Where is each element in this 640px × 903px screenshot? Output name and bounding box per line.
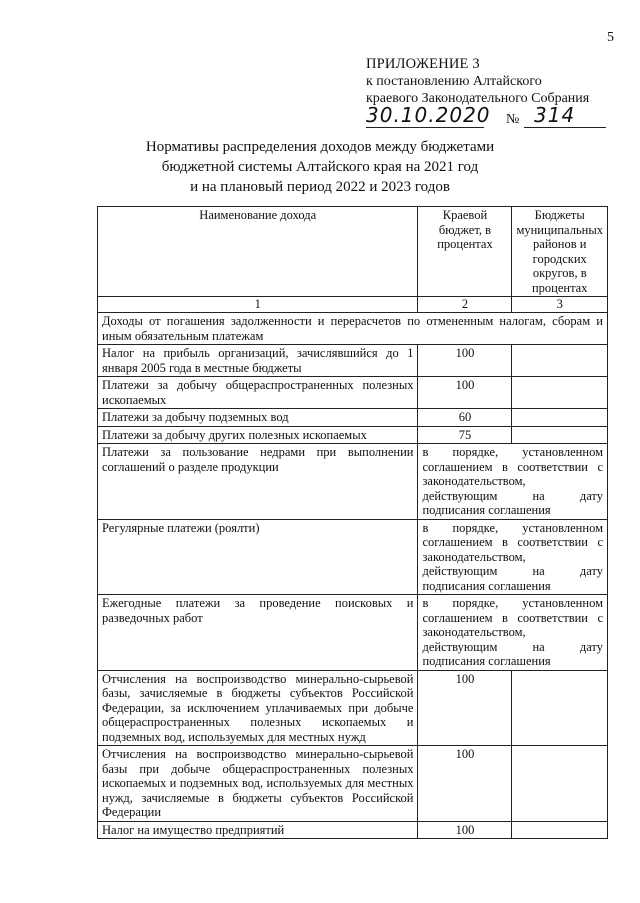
regional-percent: 75 — [418, 426, 512, 444]
municipal-percent — [512, 345, 608, 377]
resolution-signature-line — [366, 103, 606, 131]
header-income-name: Наименование дохода — [98, 207, 418, 297]
income-name: Платежи за добычу других полезных ископаемых — [98, 426, 418, 444]
table-row — [98, 377, 608, 409]
table-row — [98, 746, 608, 822]
column-number: 2 — [418, 297, 512, 313]
regional-percent: 100 — [418, 746, 512, 822]
appendix-header — [366, 56, 606, 131]
income-name: Отчисления на воспроизводство минерально-сырьевой базы при добыче общераспространенных полезных ископаемых и подземных вод, используемых для местных нужд, зачисляемые в бюджеты субъектов Российской Федерации — [98, 746, 418, 822]
regional-percent: 60 — [418, 409, 512, 427]
income-name: Платежи за добычу подземных вод — [98, 409, 418, 427]
page-number: 5 — [607, 30, 614, 45]
table-row — [98, 519, 608, 595]
income-name: Налог на имущество предприятий — [98, 821, 418, 839]
municipal-percent — [512, 409, 608, 427]
table-row — [98, 426, 608, 444]
header-regional-budget: Краевой бюджет, в процентах — [418, 207, 512, 297]
regional-percent: 100 — [418, 821, 512, 839]
distribution-rule: в порядке, установленном соглашением в соответствии с законодательством, действующим на дату подписания соглашения — [418, 595, 608, 671]
income-name: Ежегодные платежи за проведение поисковых и разведочных работ — [98, 595, 418, 671]
appendix-line-1: к постановлению Алтайского — [366, 74, 542, 89]
appendix-line-2: краевого Законодательного Собрания — [366, 91, 590, 106]
municipal-percent — [512, 670, 608, 746]
header-municipal-budget: Бюджеты муниципальных районов и городских округов, в процентах — [512, 207, 608, 297]
title-line-2: бюджетной системы Алтайского края на 2021 год — [161, 159, 479, 175]
municipal-percent — [512, 426, 608, 444]
column-number: 3 — [512, 297, 608, 313]
municipal-percent — [512, 746, 608, 822]
income-name: Отчисления на воспроизводство минерально-сырьевой базы, зачисляемые в бюджеты субъектов Российской Федерации, за исключением уплачиваемых при добыче общераспространенных полезных ископаемых и подземных вод, используемых для местных нужд — [98, 670, 418, 746]
number-underline — [524, 127, 606, 128]
revenue-distribution-table — [97, 206, 608, 839]
title-line-3: и на плановый период 2022 и 2023 годов — [190, 179, 450, 195]
municipal-percent — [512, 377, 608, 409]
income-name: Регулярные платежи (роялти) — [98, 519, 418, 595]
income-name: Налог на прибыль организаций, зачислявшийся до 1 января 2005 года в местные бюджеты — [98, 345, 418, 377]
table-row — [98, 821, 608, 839]
income-name: Платежи за добычу общераспространенных полезных ископаемых — [98, 377, 418, 409]
regional-percent: 100 — [418, 670, 512, 746]
table-row — [98, 595, 608, 671]
appendix-title: ПРИЛОЖЕНИЕ 3 — [366, 56, 480, 72]
section-row — [98, 313, 608, 345]
number-label: № — [506, 112, 520, 127]
resolution-date: 30.10.2020 — [366, 103, 491, 127]
table-row — [98, 409, 608, 427]
column-number: 1 — [98, 297, 418, 313]
regional-percent: 100 — [418, 377, 512, 409]
income-name: Платежи за пользование недрами при выполнении соглашений о разделе продукции — [98, 444, 418, 520]
resolution-number: 314 — [534, 103, 576, 127]
distribution-rule: в порядке, установленном соглашением в соответствии с законодательством, действующим на дату подписания соглашения — [418, 519, 608, 595]
title-line-1: Нормативы распределения доходов между бюджетами — [145, 139, 495, 155]
distribution-rule: в порядке, установленном соглашением в соответствии с законодательством, действующим на дату подписания соглашения — [418, 444, 608, 520]
date-underline — [366, 127, 484, 128]
column-number-row — [98, 297, 608, 313]
table-row — [98, 444, 608, 520]
table-header-row — [98, 207, 608, 297]
municipal-percent — [512, 821, 608, 839]
document-title — [0, 137, 640, 197]
section-heading: Доходы от погашения задолженности и перерасчетов по отмененным налогам, сборам и иным обязательным платежам — [98, 313, 608, 345]
table-row — [98, 670, 608, 746]
regional-percent: 100 — [418, 345, 512, 377]
table-row — [98, 345, 608, 377]
